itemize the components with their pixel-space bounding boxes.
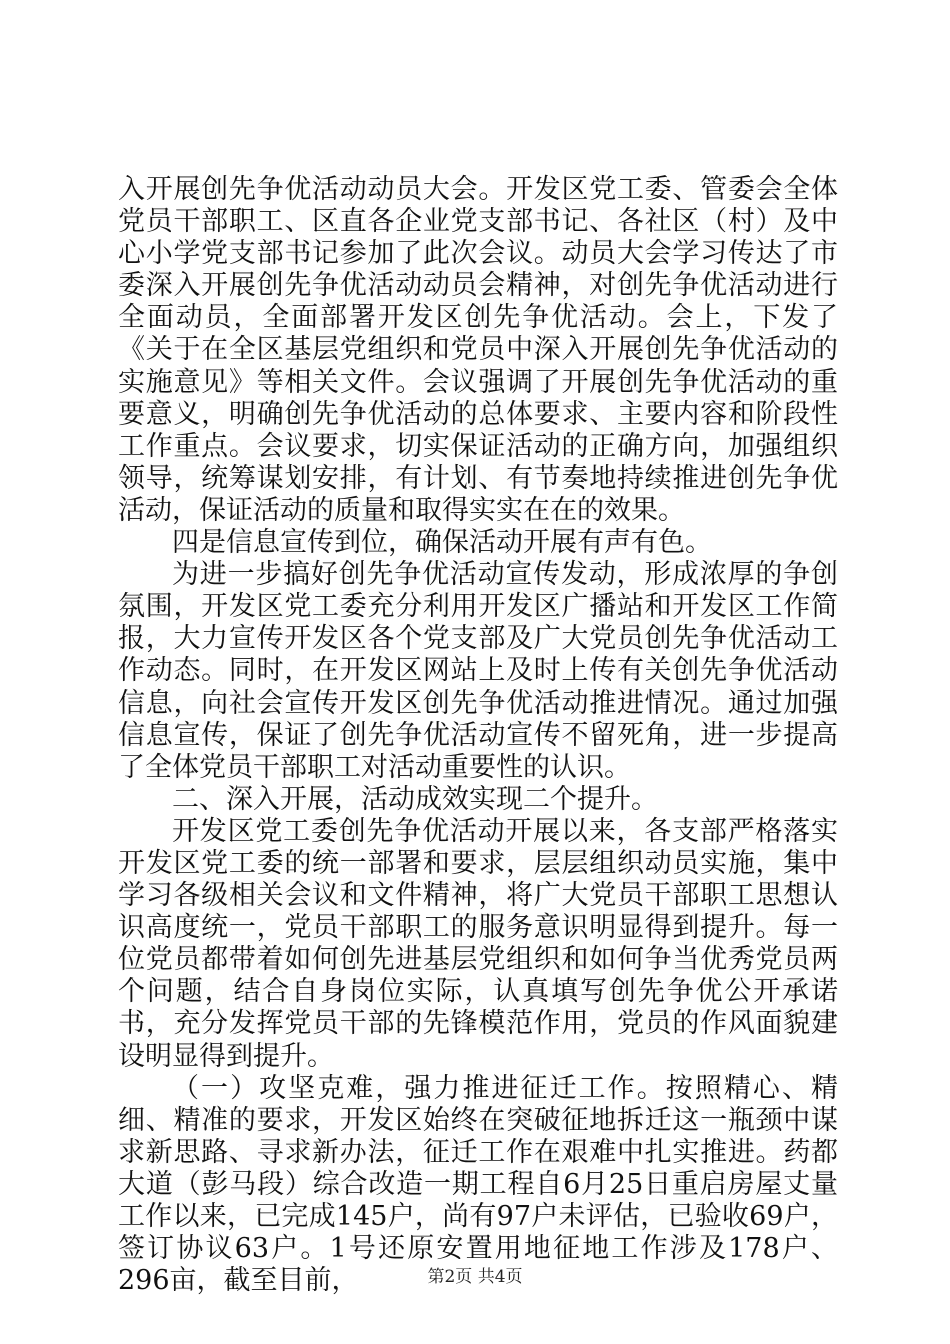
document-body: [118, 174, 838, 1297]
page-number-footer: 第2页 共4页: [427, 1267, 523, 1287]
paragraph-heading-section-two: 二、深入开展，活动成效实现二个提升。: [172, 783, 658, 815]
paragraph-heading-publicity: 四是信息宣传到位，确保活动开展有声有色。: [172, 527, 712, 559]
paragraph-mobilization-meeting: 入开展创先争优活动动员大会。开发区党工委、管委会全体党员干部职工、区直各企业党支部书记、各社区（村）及中心小学党支部书记参加了此次会议。动员大会学习传达了市委深入开展创先争优活动动员会精神，对创先争优活动进行全面动员，全面部署开发区创先争优活动。会上，下发了《关于在全区基层党组织和党员中深入开展创先争优活动的实施意见》等相关文件。会议强调了开展创先争优活动的重要意义，明确创先争优活动的总体要求、主要内容和阶段性工作重点。会议要求，切实保证活动的正确方向，加强组织领导，统筹谋划安排，有计划、有节奏地持续推进创先争优活动，保证活动的质量和取得实实在在的效果。: [118, 174, 838, 526]
paragraph-publicity: 为进一步搞好创先争优活动宣传发动，形成浓厚的争创氛围，开发区党工委充分利用开发区广播站和开发区工作简报，大力宣传开发区各个党支部及广大党员创先争优活动工作动态。同时，在开发区网站上及时上传有关创先争优活动信息，向社会宣传开发区创先争优活动推进情况。通过加强信息宣传，保证了创先争优活动宣传不留死角，进一步提高了全体党员干部职工对活动重要性的认识。: [118, 559, 838, 783]
paragraph-activity-results: 开发区党工委创先争优活动开展以来，各支部严格落实开发区党工委的统一部署和要求，层层组织动员实施，集中学习各级相关会议和文件精神，将广大党员干部职工思想认识高度统一，党员干部职工的服务意识明显得到提升。每一位党员都带着如何创先进基层党组织和如何争当优秀党员两个问题，结合自身岗位实际，认真填写创先争优公开承诺书，充分发挥党员干部的先锋模范作用，党员的作风面貌建设明显得到提升。: [118, 815, 838, 1072]
paragraph-relocation-work: （一）攻坚克难，强力推进征迁工作。按照精心、精细、精准的要求，开发区始终在突破征地拆迁这一瓶颈中谋求新思路、寻求新办法，征迁工作在艰难中扎实推进。药都大道（彭马段）综合改造一期工程自6月25日重启房屋丈量工作以来，已完成145户，尚有97户未评估，已验收69户，签订协议63户。1号还原安置用地征地工作涉及178户、296亩，截至目前，: [118, 1072, 838, 1297]
